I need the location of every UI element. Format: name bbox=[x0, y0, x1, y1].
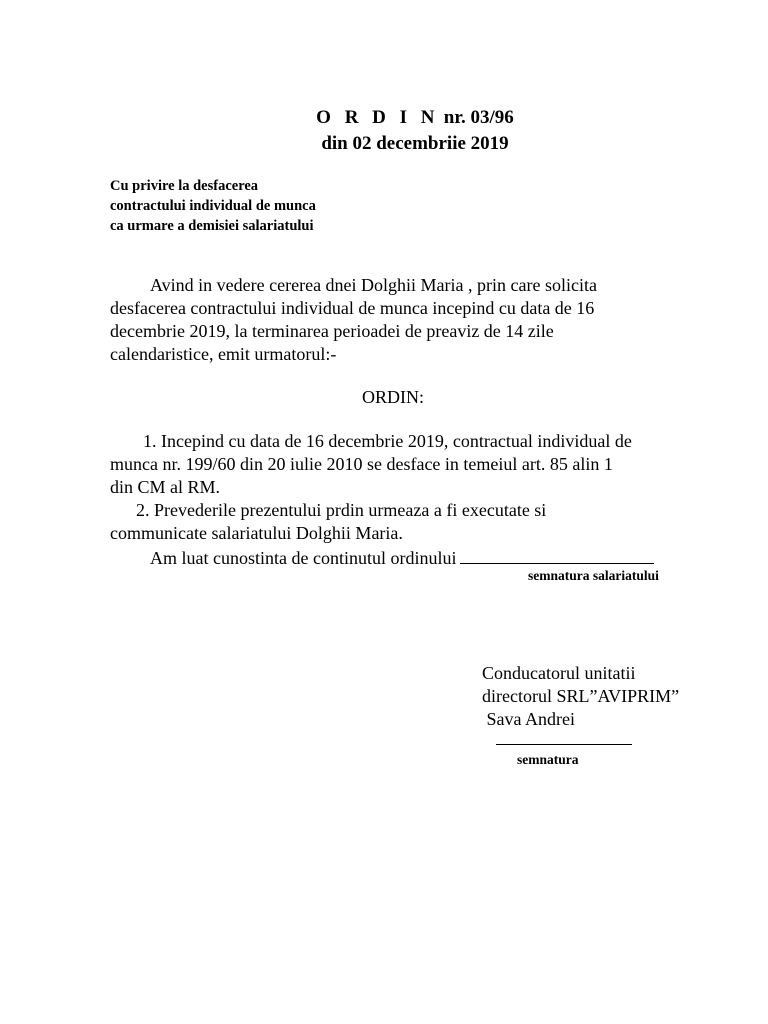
item-line: 2. Prevederile prezentului prdin urmeaza a fi executate si bbox=[136, 500, 547, 520]
intro-line: desfacerea contractului individual de munca incepind cu data de 16 bbox=[110, 298, 595, 318]
order-items bbox=[110, 430, 670, 570]
item-line: din CM al RM. bbox=[110, 477, 221, 497]
item-line: communicate salariatului Dolghii Maria. bbox=[110, 523, 403, 543]
order-date: din 02 decembriie 2019 bbox=[321, 133, 509, 154]
intro-line: decembrie 2019, la terminarea perioadei de preaviz de 14 zile bbox=[110, 321, 554, 341]
order-title-word: O R D I N bbox=[316, 107, 440, 128]
intro-line: Avind in vedere cererea dnei Dolghii Maria , prin care solicita bbox=[150, 275, 597, 295]
director-name: Sava Andrei bbox=[482, 709, 575, 729]
subject-block bbox=[110, 176, 316, 236]
ordin-heading: ORDIN: bbox=[362, 387, 424, 407]
subject-line: contractului individual de munca bbox=[110, 198, 316, 214]
director-signature-label: semnatura bbox=[517, 752, 579, 767]
director-signature-line bbox=[496, 744, 632, 745]
intro-paragraph bbox=[110, 274, 670, 366]
subject-line: Cu privire la desfacerea bbox=[110, 178, 259, 194]
order-number: nr. 03/96 bbox=[439, 107, 514, 128]
acknowledgement-text: Am luat cunostinta de continutul ordinului bbox=[150, 548, 457, 568]
director-line: Conducatorul unitatii bbox=[482, 663, 636, 683]
item-line: munca nr. 199/60 din 20 iulie 2010 se desface in temeiul art. 85 alin 1 bbox=[110, 454, 613, 474]
subject-line: ca urmare a demisiei salariatului bbox=[110, 218, 314, 234]
item-line: 1. Incepind cu data de 16 decembrie 2019, contractual individual de bbox=[143, 431, 632, 451]
employee-signature-blank bbox=[460, 545, 654, 564]
director-line: directorul SRL”AVIPRIM” bbox=[482, 686, 680, 706]
employee-signature-caption: semnatura salariatului bbox=[528, 568, 659, 583]
intro-line: calendaristice, emit urmatorul:- bbox=[110, 344, 337, 364]
acknowledgement-line bbox=[110, 545, 670, 570]
director-block bbox=[482, 662, 679, 731]
order-title bbox=[0, 106, 768, 130]
